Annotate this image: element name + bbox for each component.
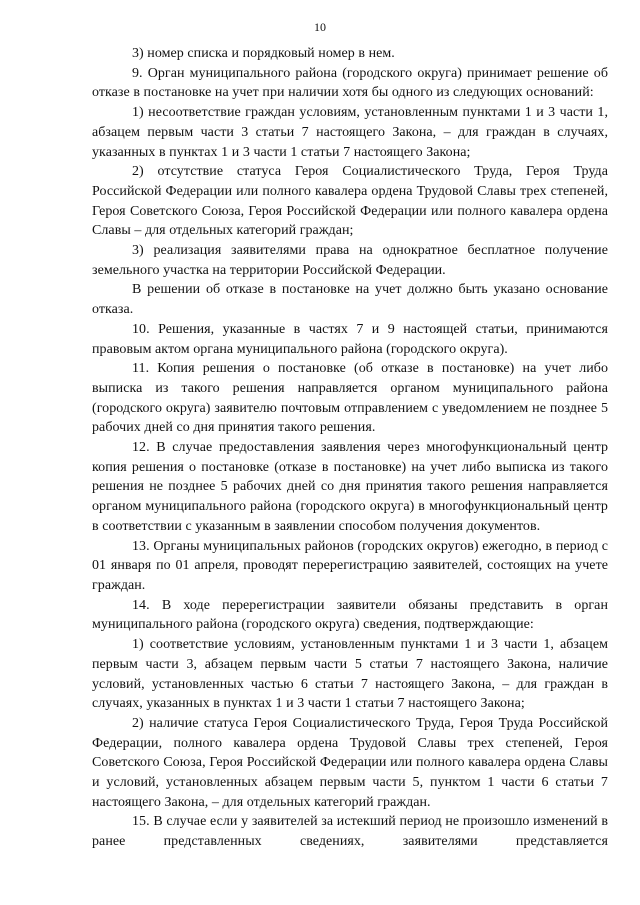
paragraph-refusal-basis: В решении об отказе в постановке на учет должно быть указано основание отказа. <box>92 282 608 318</box>
paragraph-list-item-3: 3) номер списка и порядковый номер в нем. <box>132 46 395 61</box>
paragraph-9-item-2: 2) отсутствие статуса Героя Социалистического Труда, Героя Труда Российской Федерации или полного кавалера ордена Трудовой Славы трех степеней, Героя Советского Союза, Героя Российской Федерации или полного кавалера ордена Славы – для отдельных категорий граждан; <box>92 164 608 239</box>
paragraph-9-item-1: 1) несоответствие граждан условиям, установленным пунктами 1 и 3 части 1, абзацем первым части 3 статьи 7 настоящего Закона, – для граждан в случаях, указанных в пунктах 1 и 3 части 1 статьи 7 настоящего Закона; <box>92 105 608 160</box>
paragraph-15: 15. В случае если у заявителей за истекший период не произошло изменений в ранее представленных сведениях, заявителями представляется <box>92 814 608 850</box>
paragraph-14-item-1: 1) соответствие условиям, установленным пунктами 1 и 3 части 1, абзацем первым части 3, абзацем первым части 5 статьи 7 настоящего Закона, наличие условий, установленных частью 6 статьи 7 настоящего Закона, – для граждан в случаях, указанных в пунктах 1 и 3 части 1 статьи 7 настоящего Закона; <box>92 637 608 712</box>
paragraph-11: 11. Копия решения о постановке (об отказе в постановке) на учет либо выписка из такого решения направляется органом муниципального района (городского округа) заявителю почтовым отправлением с уведомлением не позднее 5 рабочих дней со дня принятия такого решения. <box>92 361 608 436</box>
paragraph-10: 10. Решения, указанные в частях 7 и 9 настоящей статьи, принимаются правовым актом органа муниципального района (городского округа). <box>92 321 608 357</box>
paragraph-9: 9. Орган муниципального района (городского округа) принимает решение об отказе в постановке на учет при наличии хотя бы одного из следующих оснований: <box>92 65 608 101</box>
document-body <box>92 44 608 852</box>
paragraph-12: 12. В случае предоставления заявления через многофункциональный центр копия решения о постановке (отказе в постановке) на учет либо выписка из такого решения не позднее 5 рабочих дней со дня принятия такого решения направляется органом муниципального района (городского округа) в многофункциональный центр в соответствии с указанным в заявлении способом получения документов. <box>92 440 608 534</box>
paragraph-13: 13. Органы муниципальных районов (городских округов) ежегодно, в период с 01 января по 01 апреля, проводят перерегистрацию заявителей, состоящих на учете граждан. <box>92 538 608 593</box>
paragraph-14: 14. В ходе перерегистрации заявители обязаны представить в орган муниципального района (городского округа) сведения, подтверждающие: <box>92 597 608 633</box>
page-number: 10 <box>314 20 326 34</box>
paragraph-14-item-2: 2) наличие статуса Героя Социалистического Труда, Героя Труда Российской Федерации, полного кавалера ордена Трудовой Славы трех степеней, Героя Советского Союза, Героя Российской Федерации или полного кавалера ордена Славы и условий, установленных абзацем первым части 5, пунктом 1 части 6 статьи 7 настоящего Закона, – для отдельных категорий граждан. <box>92 715 608 810</box>
paragraph-9-item-3: 3) реализация заявителями права на однократное бесплатное получение земельного участка на территории Российской Федерации. <box>92 243 608 278</box>
